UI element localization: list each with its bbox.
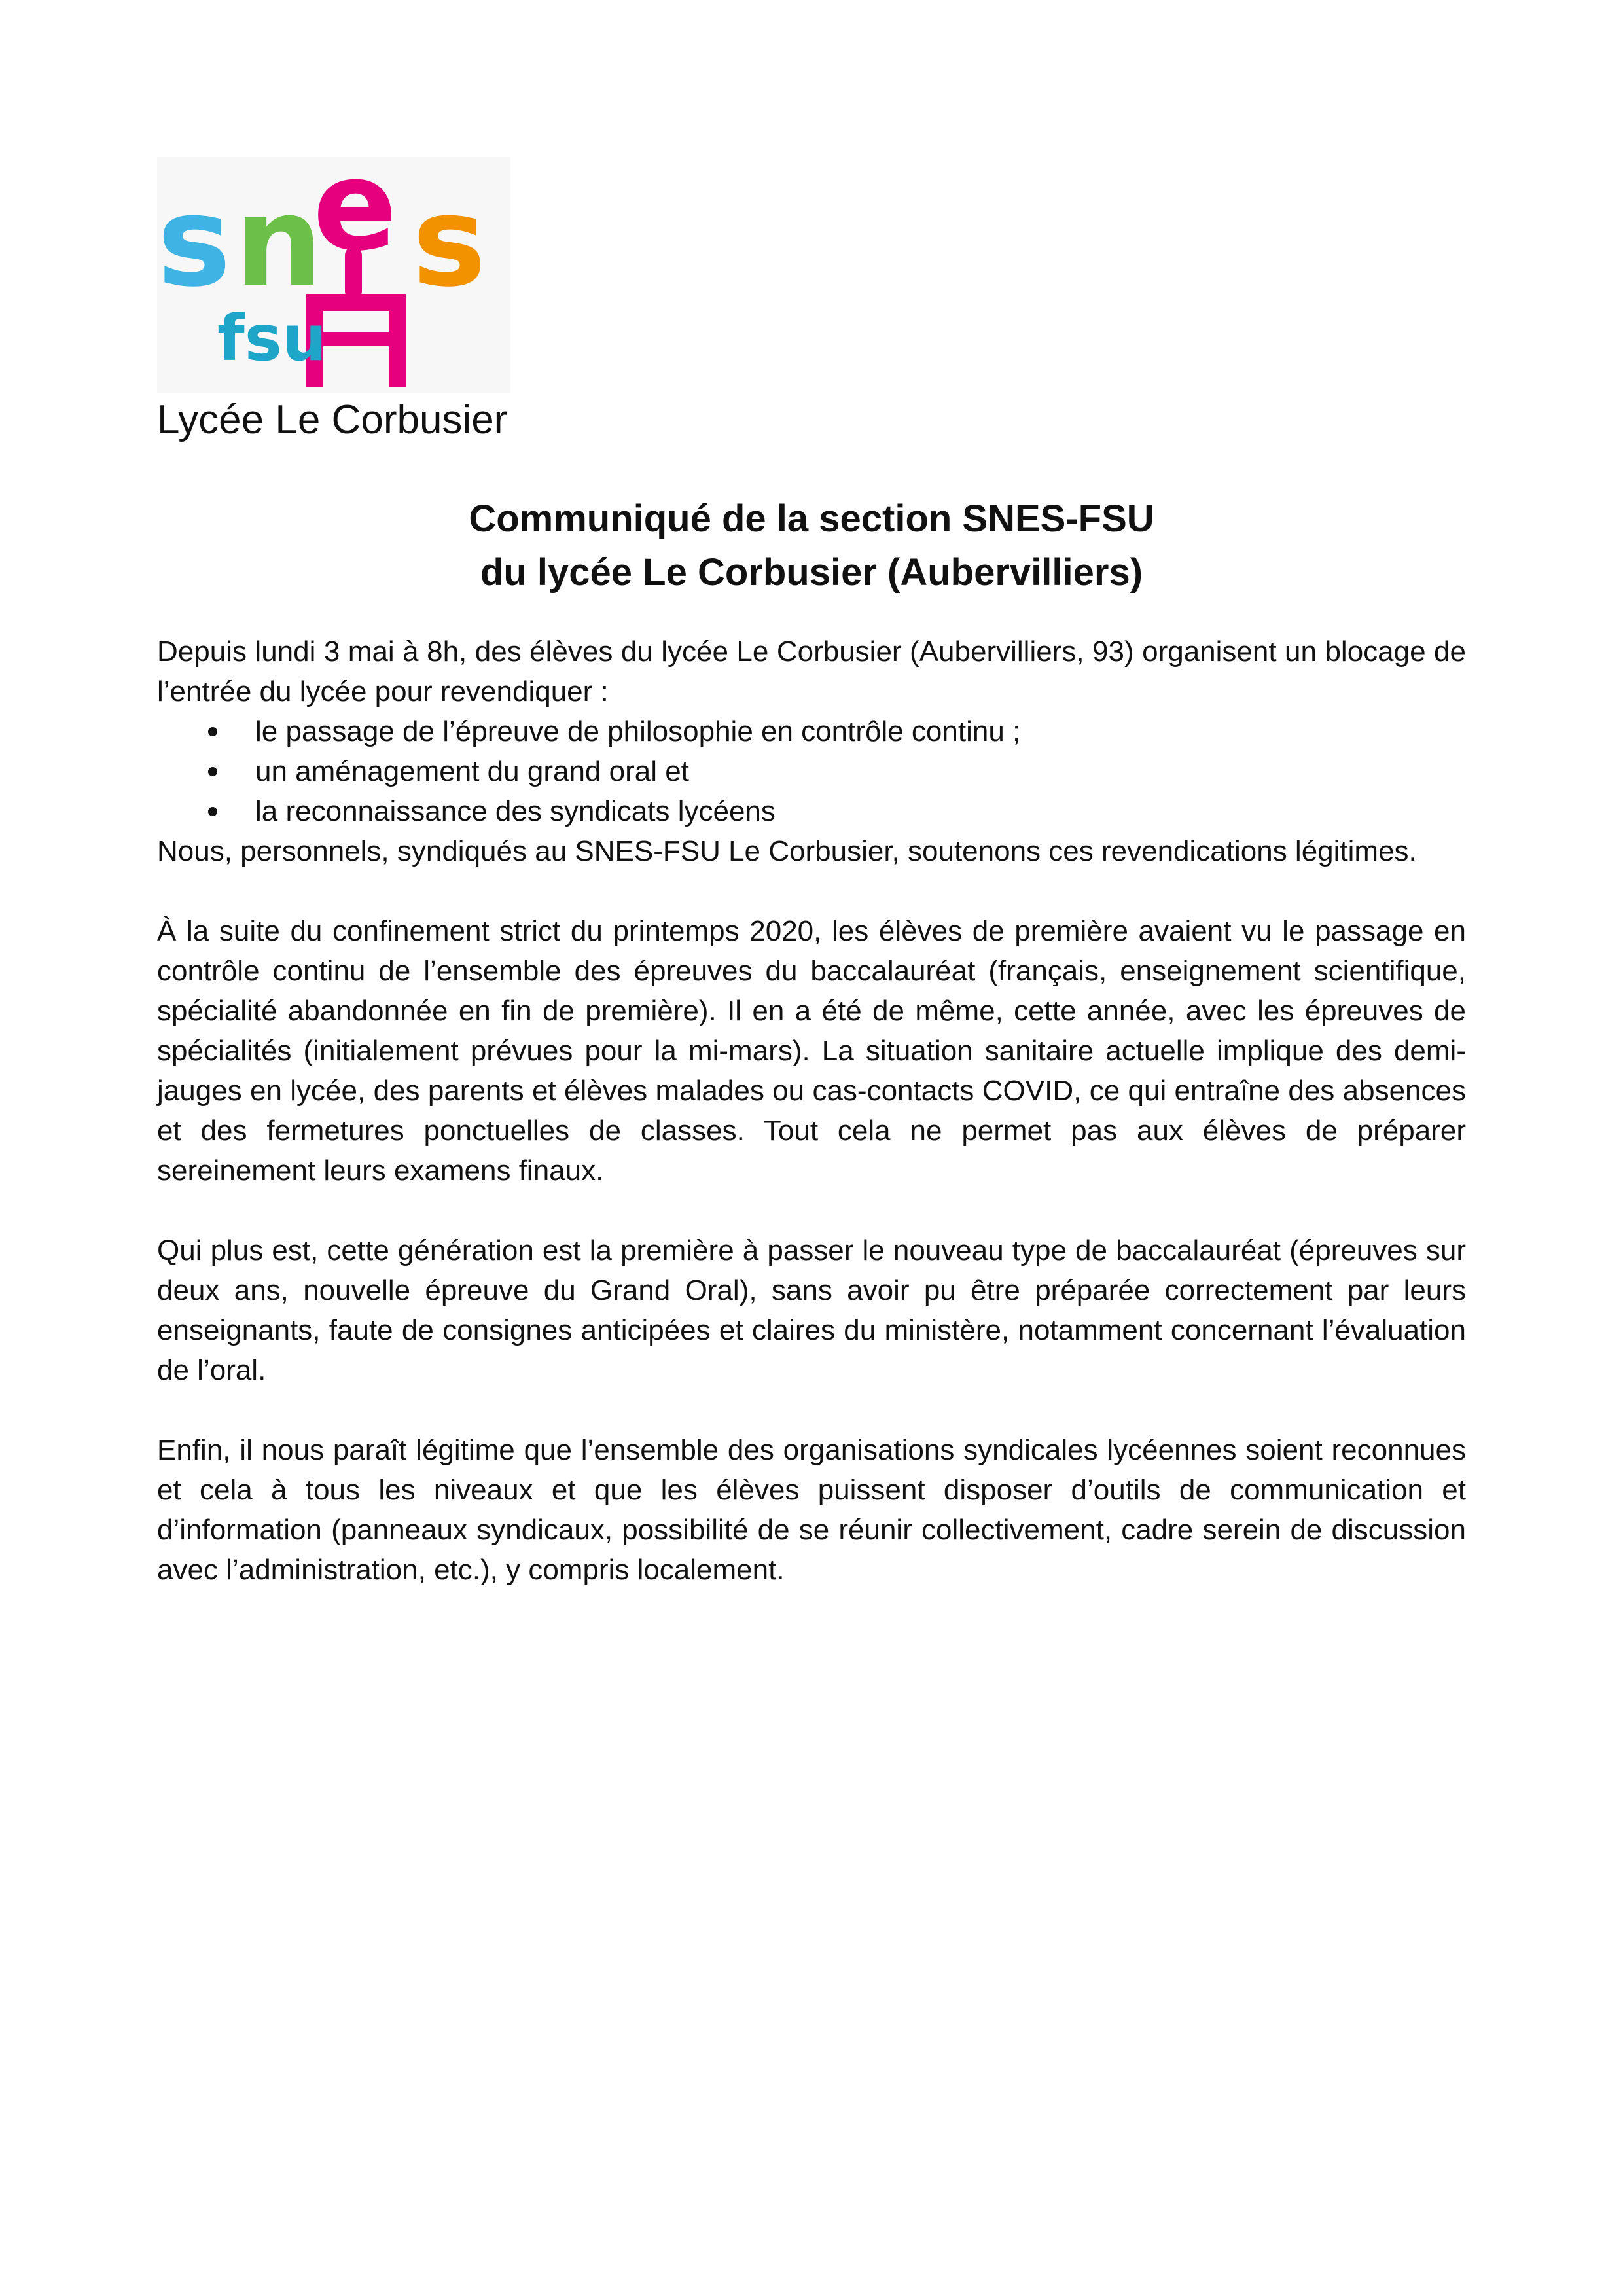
list-item-text: la reconnaissance des syndicats lycéens [255,795,776,827]
snes-fsu-logo [157,157,510,393]
svg-text:n: n [234,170,323,314]
intro-paragraph: Depuis lundi 3 mai à 8h, des élèves du lycée Le Corbusier (Aubervilliers, 93) organisent un blocage de l’entrée du lycée pour revendiquer : [157,636,1466,708]
snes-fsu-logo-graphic [157,157,510,393]
school-name: Lycée Le Corbusier [157,397,508,442]
list-item [157,711,1466,751]
bullet-icon [208,727,217,736]
list-item-text: le passage de l’épreuve de philosophie en contrôle continu ; [255,715,1021,747]
bullet-icon [208,767,217,776]
svg-text:s: s [157,170,232,314]
list-item [157,751,1466,791]
svg-text:fsu: fsu [217,302,327,375]
list-item-text: un aménagement du grand oral et [255,755,689,787]
paragraph-unions: Enfin, il nous paraît légitime que l’ensemble des organisations syndicales lycéennes soient reconnues et cela à tous les niveaux et que les élèves puissent disposer d’outils de communication et d’information (panneaux syndicaux, possibilité de se réunir collectivement, cadre serein de discussion avec l’administration, etc.), y compris localement. [157,1434,1466,1586]
paragraph-generation: Qui plus est, cette génération est la première à passer le nouveau type de baccalauréat (épreuves sur deux ans, nouvelle épreuve du Grand Oral), sans avoir pu être préparée correctement par leurs enseignants, faute de consignes anticipées et claires du ministère, notamment concernant l’évaluation de l’oral. [157,1234,1466,1386]
list-item [157,791,1466,831]
document-body [157,632,1466,1590]
support-statement: Nous, personnels, syndiqués au SNES-FSU Le Corbusier, soutenons ces revendications légitimes. [157,835,1417,867]
title-line-1: Communiqué de la section SNES-FSU [469,497,1154,540]
svg-text:s: s [412,170,487,314]
document-title [157,492,1466,600]
bullet-icon [208,807,217,816]
svg-text:e: e [313,157,397,278]
demands-list [157,711,1466,831]
paragraph-confinement: À la suite du confinement strict du printemps 2020, les élèves de première avaient vu le passage en contrôle continu de l’ensemble des épreuves du baccalauréat (français, enseignement scientifique, spécialité abandonnée en fin de première). Il en a été de même, cette année, avec les épreuves de spécialités (initialement prévues pour la mi-mars). La situation sanitaire actuelle implique des demi-jauges en lycée, des parents et élèves malades ou cas-contacts COVID, ce qui entraîne des absences et des fermetures ponctuelles de classes. Tout cela ne permet pas aux élèves de préparer sereinement leurs examens finaux. [157,915,1466,1187]
title-line-2: du lycée Le Corbusier (Aubervilliers) [480,551,1143,594]
